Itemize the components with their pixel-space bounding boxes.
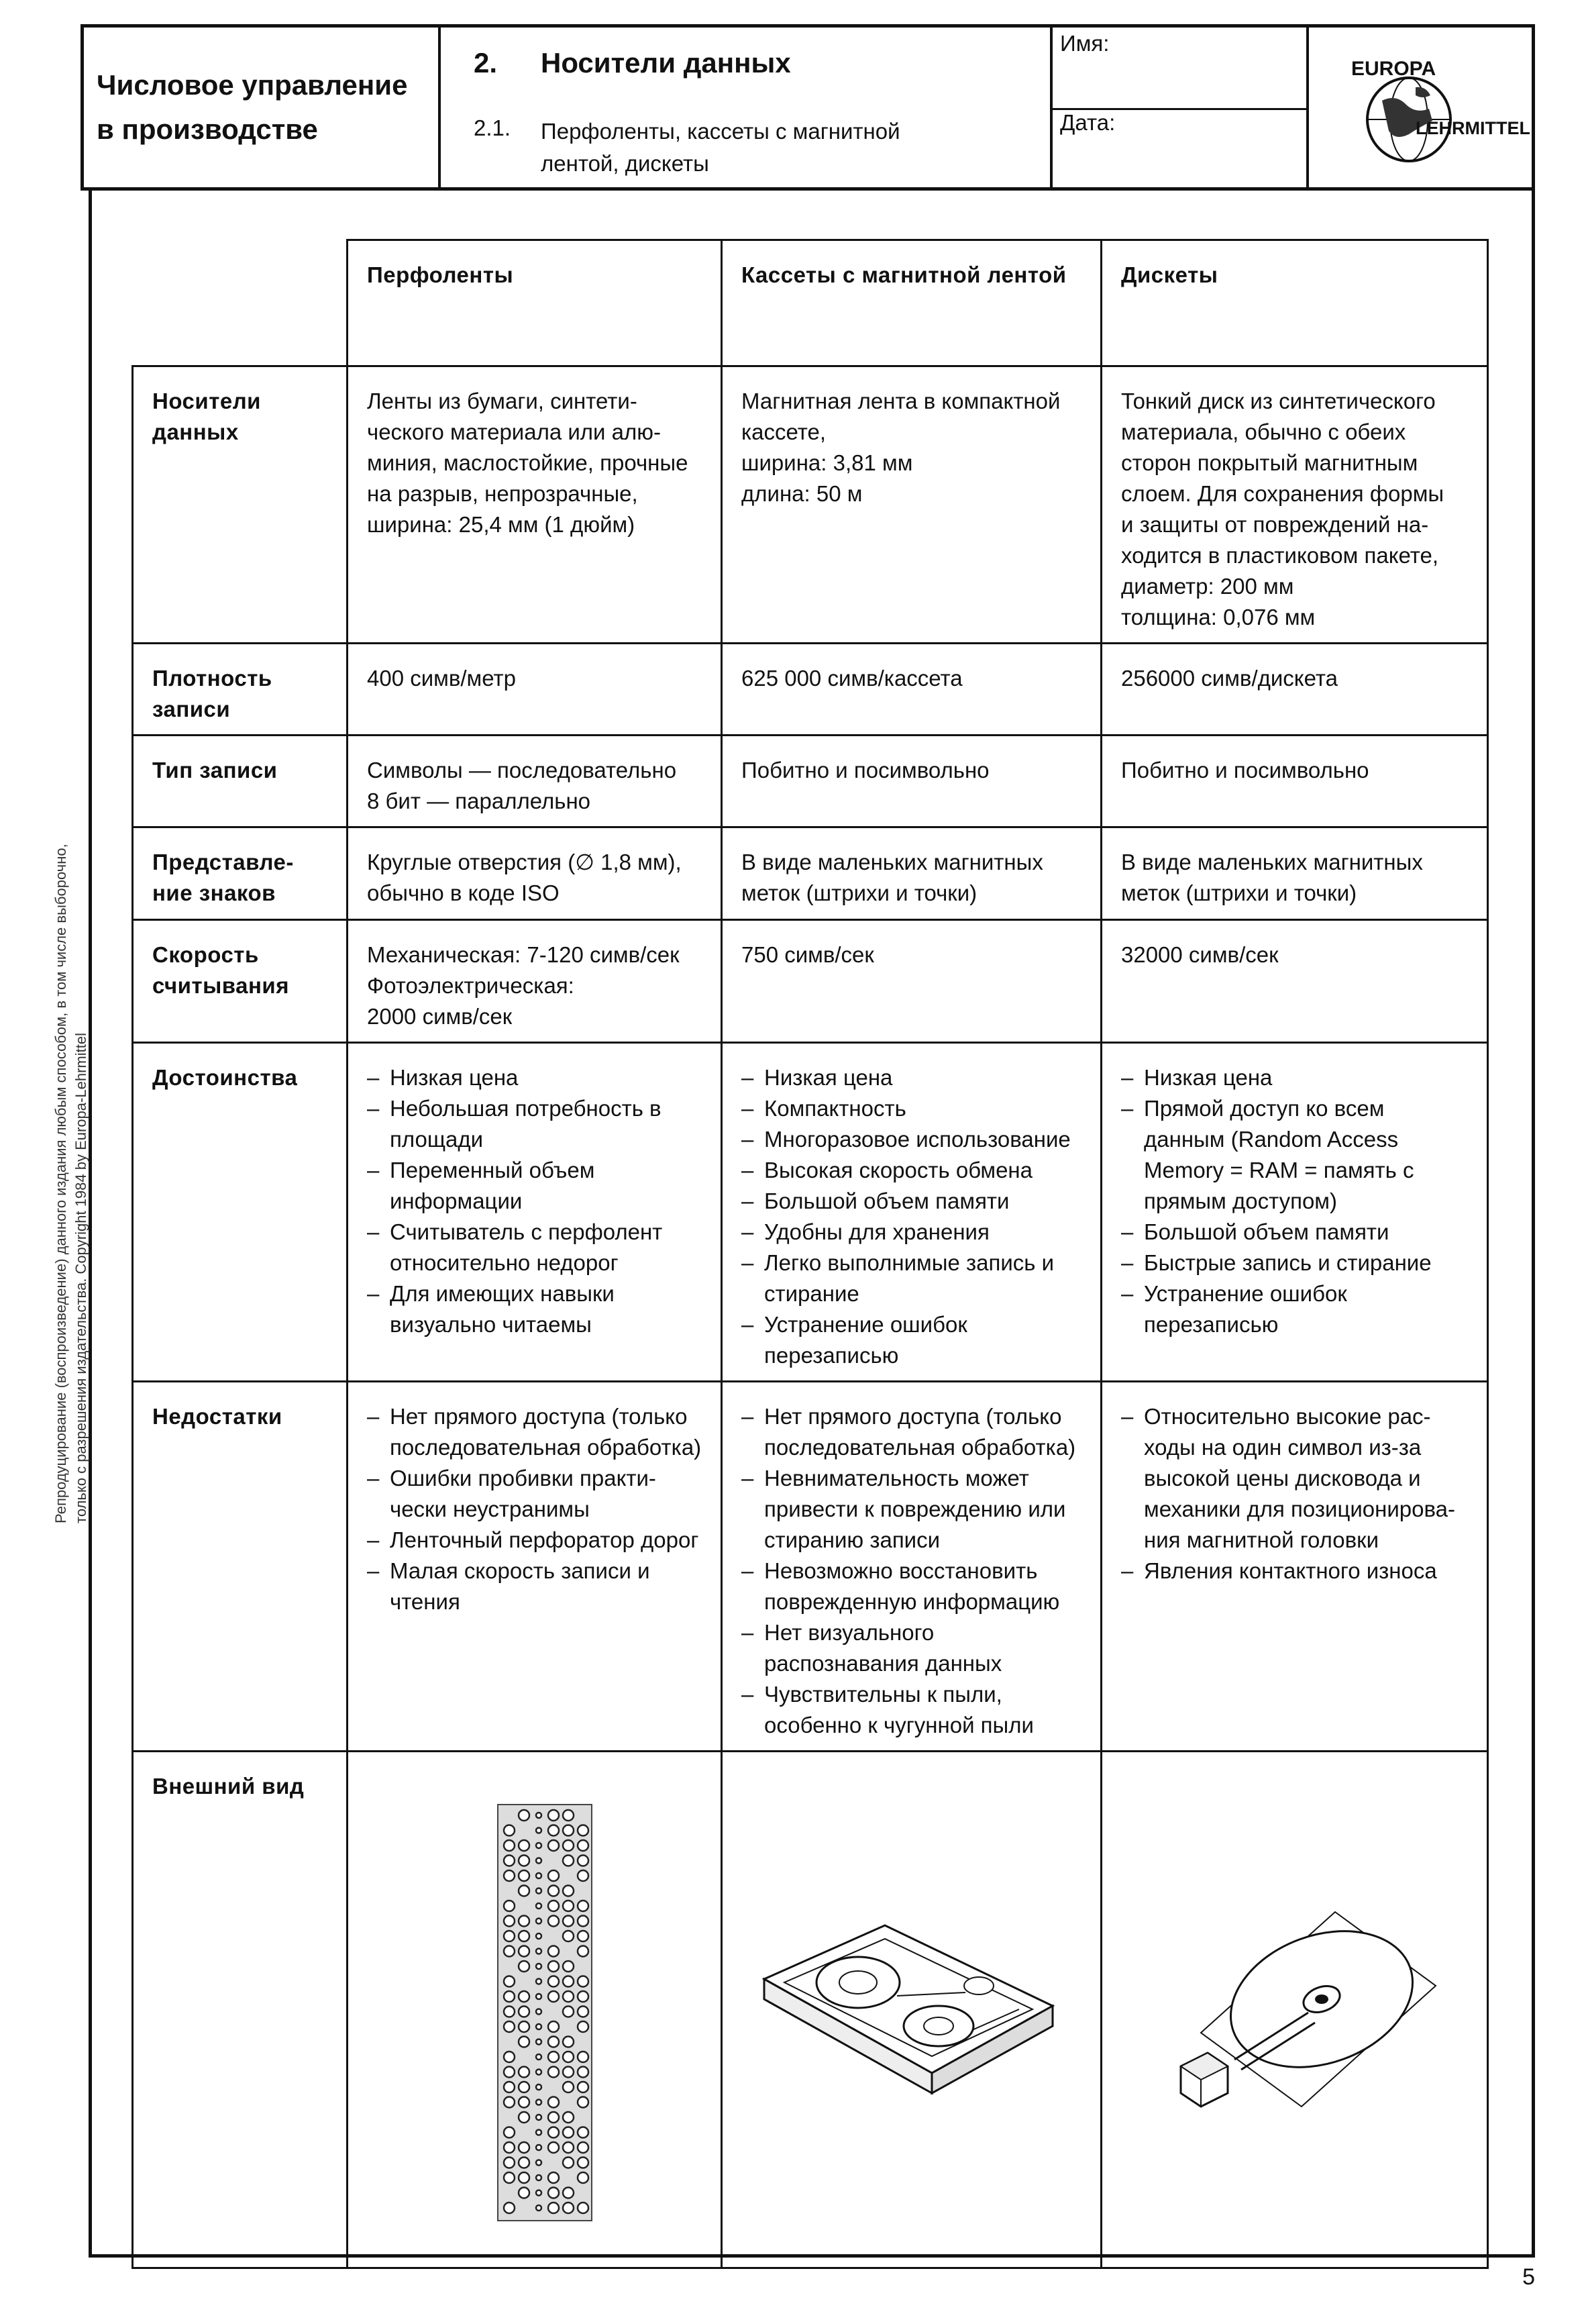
cell-line: Магнитная лента в компактной xyxy=(741,389,1061,413)
tape-hole xyxy=(536,1918,541,1923)
list-item: – Небольшая потребность в площади xyxy=(367,1093,704,1155)
cell-advantages-cassette xyxy=(722,1043,1102,1382)
tape-hole xyxy=(548,1961,559,1972)
list-item: – Относительно высокие рас-ходы на один символ из-за высокой цены дисковода и механики для позиционирова-ния магнитной головки xyxy=(1121,1401,1471,1556)
cell-line: Тонкий диск из синтетического xyxy=(1121,389,1436,413)
table-row xyxy=(133,1382,1488,1752)
tape-hole xyxy=(536,2099,541,2105)
row-label-media: Носители данных xyxy=(133,366,348,644)
cell-line: кассете, xyxy=(741,419,827,444)
tape-hole xyxy=(548,2066,559,2077)
tape-hole xyxy=(563,2127,574,2137)
tape-hole xyxy=(504,1991,515,2002)
cell-representation-floppy xyxy=(1102,827,1488,920)
disadvantages-list xyxy=(1121,1401,1471,1586)
row-label-appearance: Внешний вид xyxy=(133,1752,348,2268)
logo-top-text: EUROPA xyxy=(1351,58,1436,80)
tape-hole xyxy=(563,1840,574,1851)
tape-hole xyxy=(563,2082,574,2092)
cell-line: сторон покрытый магнитным xyxy=(1121,450,1418,475)
cell-line: материала, обычно с обеих xyxy=(1121,419,1406,444)
tape-hole xyxy=(504,1855,515,1866)
cell-line: меток (штрихи и точки) xyxy=(741,880,977,905)
tape-hole xyxy=(536,2054,541,2060)
tape-hole xyxy=(504,2172,515,2183)
tape-hole xyxy=(578,1855,588,1866)
cell-representation-tape xyxy=(348,827,722,920)
tape-hole xyxy=(536,1978,541,1984)
cell-line: слоем. Для сохранения формы xyxy=(1121,481,1444,506)
title-line-1: Числовое управление xyxy=(97,69,408,101)
tape-hole xyxy=(563,2203,574,2213)
list-item: – Нет визуального распознавания данных xyxy=(741,1617,1084,1679)
cell-record-type-floppy: Побитно и посимвольно xyxy=(1102,736,1488,827)
tape-hole xyxy=(536,2115,541,2120)
list-item: – Низкая цена xyxy=(1121,1062,1471,1093)
tape-hole xyxy=(548,1946,559,1956)
tape-hole xyxy=(519,1946,529,1956)
cell-line: и защиты от повреждений на- xyxy=(1121,512,1429,537)
cell-density-tape: 400 симв/метр xyxy=(348,644,722,736)
tape-hole xyxy=(536,2190,541,2195)
cell-line: Круглые отверстия (∅ 1,8 мм), xyxy=(367,850,682,874)
tape-hole xyxy=(536,2175,541,2180)
cell-media-floppy xyxy=(1102,366,1488,644)
table-row xyxy=(133,1752,1488,2268)
tape-hole xyxy=(548,2142,559,2153)
tape-hole xyxy=(548,2187,559,2198)
tape-hole xyxy=(504,2127,515,2137)
tape-hole xyxy=(548,2112,559,2123)
cell-line: В виде маленьких магнитных xyxy=(741,850,1043,874)
tape-hole xyxy=(504,1915,515,1926)
tape-hole xyxy=(578,2052,588,2062)
tape-hole xyxy=(519,2082,529,2092)
tape-hole xyxy=(548,1870,559,1881)
tape-hole xyxy=(519,2157,529,2168)
disadvantages-list xyxy=(367,1401,704,1617)
tape-hole xyxy=(548,2127,559,2137)
europa-lehrmittel-logo xyxy=(1315,34,1530,181)
tape-hole xyxy=(563,2157,574,2168)
cell-disadvantages-tape xyxy=(348,1382,722,1752)
cell-line: на разрыв, непрозрачные, xyxy=(367,481,638,506)
list-item: – Легко выполнимые запись и стирание xyxy=(741,1248,1084,1309)
tape-hole xyxy=(548,1885,559,1896)
disadvantages-list xyxy=(741,1401,1084,1741)
copyright-line-1: Репродуцирование (воспроизведение) данного издания любым способом, в том числе выборочно, xyxy=(52,844,69,1523)
tape-hole xyxy=(548,2021,559,2032)
tape-hole xyxy=(504,2066,515,2077)
tape-hole xyxy=(536,1858,541,1863)
tape-hole xyxy=(578,2203,588,2213)
tape-hole xyxy=(578,1825,588,1835)
cell-density-cassette: 625 000 симв/кассета xyxy=(722,644,1102,736)
tape-hole xyxy=(536,1964,541,1969)
list-item: – Быстрые запись и стирание xyxy=(1121,1248,1471,1278)
tape-hole xyxy=(563,1931,574,1941)
tape-hole xyxy=(548,1976,559,1986)
cell-read-speed-tape xyxy=(348,920,722,1043)
list-item: – Низкая цена xyxy=(741,1062,1084,1093)
cell-line: Ленты из бумаги, синтети- xyxy=(367,389,637,413)
tape-hole xyxy=(563,1825,574,1835)
tape-hole xyxy=(578,1915,588,1926)
header-divider xyxy=(1050,28,1053,187)
tape-hole xyxy=(504,1946,515,1956)
row-label-disadvantages: Недостатки xyxy=(133,1382,348,1752)
tape-hole xyxy=(536,1888,541,1893)
tape-hole xyxy=(536,2205,541,2211)
cell-line: 8 бит — параллельно xyxy=(367,789,591,813)
cell-advantages-floppy xyxy=(1102,1043,1488,1382)
tape-hole xyxy=(548,1991,559,2002)
tape-hole xyxy=(536,1948,541,1954)
tape-hole xyxy=(536,2129,541,2135)
cell-media-cassette xyxy=(722,366,1102,644)
tape-hole xyxy=(548,2052,559,2062)
cell-appearance-floppy xyxy=(1102,1752,1488,2268)
cell-appearance-cassette xyxy=(722,1752,1102,2268)
tape-hole xyxy=(536,2009,541,2014)
list-item: – Переменный объем информации xyxy=(367,1155,704,1217)
list-item: – Большой объем памяти xyxy=(1121,1217,1471,1248)
cell-density-floppy: 256000 симв/дискета xyxy=(1102,644,1488,736)
cell-line: Фотоэлектрическая: xyxy=(367,973,574,998)
cell-representation-cassette xyxy=(722,827,1102,920)
tape-hole xyxy=(504,2006,515,2017)
tape-hole xyxy=(536,1873,541,1878)
tape-hole xyxy=(536,1933,541,1939)
subsection-number: 2.1. xyxy=(474,115,511,140)
table-header-row xyxy=(133,240,1488,366)
row-label-density: Плотность записи xyxy=(133,644,348,736)
tape-hole xyxy=(578,2157,588,2168)
cell-line: Символы — последовательно xyxy=(367,758,677,782)
title-line-2: в производстве xyxy=(97,113,318,145)
globe-logo-icon xyxy=(1315,34,1530,181)
tape-hole xyxy=(578,2127,588,2137)
cell-line: миния, маслостойкие, прочные xyxy=(367,450,688,475)
tape-hole xyxy=(578,1870,588,1881)
tape-hole xyxy=(548,2036,559,2047)
list-item: – Нет прямого доступа (только последовательная обработка) xyxy=(741,1401,1084,1463)
tape-hole xyxy=(578,1976,588,1986)
cell-line: ческого материала или алю- xyxy=(367,419,662,444)
tape-hole xyxy=(578,2172,588,2183)
corner-cell xyxy=(133,240,348,366)
list-item: – Устранение ошибок перезаписью xyxy=(1121,1278,1471,1340)
cell-line: толщина: 0,076 мм xyxy=(1121,605,1316,629)
tape-hole xyxy=(563,2066,574,2077)
tape-hole xyxy=(504,1840,515,1851)
list-item: – Для имеющих навыки визуально читаемы xyxy=(367,1278,704,1340)
header-divider xyxy=(1306,28,1309,187)
list-item: – Ленточный перфоратор дорог xyxy=(367,1525,704,1556)
tape-hole xyxy=(548,1840,559,1851)
list-item: – Малая скорость записи и чтения xyxy=(367,1556,704,1617)
tape-hole xyxy=(536,2084,541,2090)
column-header-punched-tape: Перфоленты xyxy=(348,240,722,366)
tape-hole xyxy=(536,1994,541,1999)
logo-bottom-text: LEHRMITTEL xyxy=(1416,118,1530,138)
cell-read-speed-floppy: 32000 симв/сек xyxy=(1102,920,1488,1043)
copyright-side-text xyxy=(51,705,91,1523)
list-item: – Большой объем памяти xyxy=(741,1186,1084,1217)
tape-hole xyxy=(578,1840,588,1851)
tape-hole xyxy=(504,1870,515,1881)
tape-hole xyxy=(519,1931,529,1941)
tape-hole xyxy=(536,1903,541,1909)
advantages-list xyxy=(367,1062,704,1340)
page-number: 5 xyxy=(1522,2264,1535,2290)
tape-hole xyxy=(519,1991,529,2002)
tape-hole xyxy=(578,2006,588,2017)
tape-hole xyxy=(578,2082,588,2092)
tape-hole xyxy=(536,2069,541,2074)
advantages-list xyxy=(1121,1062,1471,1340)
tape-hole xyxy=(519,1810,529,1821)
tape-hole xyxy=(563,1901,574,1911)
cell-line: Механическая: 7-120 симв/сек xyxy=(367,942,680,967)
tape-hole xyxy=(519,1961,529,1972)
tape-hole xyxy=(563,2142,574,2153)
tape-hole xyxy=(519,1855,529,1866)
tape-hole xyxy=(578,2096,588,2107)
tape-hole xyxy=(519,1870,529,1881)
tape-hole xyxy=(519,2006,529,2017)
comparison-table xyxy=(131,239,1489,2269)
tape-hole xyxy=(536,1843,541,1848)
tape-hole xyxy=(519,2142,529,2153)
list-item: – Низкая цена xyxy=(367,1062,704,1093)
tape-hole xyxy=(548,1915,559,1926)
cell-line: меток (штрихи и точки) xyxy=(1121,880,1357,905)
tape-hole xyxy=(504,2052,515,2062)
list-item: – Высокая скорость обмена xyxy=(741,1155,1084,1186)
tape-hole xyxy=(504,1825,515,1835)
tape-hole xyxy=(536,2160,541,2165)
tape-hole xyxy=(563,2036,574,2047)
tape-hole xyxy=(519,1885,529,1896)
cell-line: ширина: 25,4 мм (1 дюйм) xyxy=(367,512,635,537)
tape-hole xyxy=(536,2024,541,2029)
list-item: – Невнимательность может привести к повреждению или стиранию записи xyxy=(741,1463,1084,1556)
tape-hole xyxy=(548,2172,559,2183)
name-label: Имя: xyxy=(1060,31,1110,56)
list-item: – Удобны для хранения xyxy=(741,1217,1084,1248)
list-item: – Устранение ошибок перезаписью xyxy=(741,1309,1084,1371)
tape-hole xyxy=(504,1931,515,1941)
tape-hole xyxy=(519,2066,529,2077)
row-label-advantages: Достоинства xyxy=(133,1043,348,1382)
advantages-list xyxy=(741,1062,1084,1371)
cell-line: длина: 50 м xyxy=(741,481,863,506)
tape-hole xyxy=(548,2203,559,2213)
list-item: – Нет прямого доступа (только последовательная обработка) xyxy=(367,1401,704,1463)
tape-hole xyxy=(504,1901,515,1911)
list-item: – Прямой доступ ко всем данным (Random Access Memory = RAM = память с прямым доступом) xyxy=(1121,1093,1471,1217)
tape-hole xyxy=(578,2066,588,2077)
cell-media-tape xyxy=(348,366,722,644)
list-item: – Компактность xyxy=(741,1093,1084,1124)
tape-hole xyxy=(548,1810,559,1821)
tape-hole xyxy=(578,2142,588,2153)
tape-hole xyxy=(519,2112,529,2123)
subsection-title: Перфоленты, кассеты с магнитной лентой, дискеты xyxy=(541,119,900,176)
cell-disadvantages-cassette xyxy=(722,1382,1102,1752)
tape-hole xyxy=(578,1991,588,2002)
tape-hole xyxy=(536,2145,541,2150)
cell-disadvantages-floppy xyxy=(1102,1382,1488,1752)
cell-read-speed-cassette: 750 симв/сек xyxy=(722,920,1102,1043)
copyright-line-2: только с разрешения издательства. Copyright 1984 by Europa-Lehrmittel xyxy=(72,1033,89,1523)
cell-line: обычно в коде ISO xyxy=(367,880,560,905)
tape-hole xyxy=(563,2006,574,2017)
tape-hole xyxy=(536,1813,541,1818)
tape-hole xyxy=(563,1855,574,1866)
punched-tape-illustration-icon xyxy=(434,1784,635,2227)
list-item: – Невозможно восстановить поврежденную информацию xyxy=(741,1556,1084,1617)
tape-hole xyxy=(504,2021,515,2032)
document-title xyxy=(97,63,499,152)
list-item: – Многоразовое использование xyxy=(741,1124,1084,1155)
tape-hole xyxy=(519,1840,529,1851)
tape-hole xyxy=(519,1915,529,1926)
tape-hole xyxy=(578,1901,588,1911)
column-header-tape-cassettes: Кассеты с магнитной лентой xyxy=(722,240,1102,366)
tape-hole xyxy=(563,2187,574,2198)
list-item: – Считыватель с перфолент относительно недорог xyxy=(367,1217,704,1278)
tape-hole xyxy=(504,2157,515,2168)
table-row xyxy=(133,1043,1488,1382)
tape-hole xyxy=(519,2096,529,2107)
tape-hole xyxy=(504,2082,515,2092)
tape-hole xyxy=(504,2096,515,2107)
tape-hole xyxy=(563,1885,574,1896)
tape-hole xyxy=(548,1825,559,1835)
cell-appearance-tape xyxy=(348,1752,722,2268)
section-title: Носители данных xyxy=(541,47,791,79)
tape-hole xyxy=(578,1946,588,1956)
tape-hole xyxy=(563,1915,574,1926)
cell-line: 2000 симв/сек xyxy=(367,1004,513,1029)
tape-hole xyxy=(504,2203,515,2213)
cell-line: диаметр: 200 мм xyxy=(1121,574,1294,599)
row-label-read-speed: Скорость считывания xyxy=(133,920,348,1043)
list-item: – Ошибки пробивки практи-чески неустранимы xyxy=(367,1463,704,1525)
tape-hole xyxy=(519,2021,529,2032)
row-label-representation: Представле-ние знаков xyxy=(133,827,348,920)
tape-hole xyxy=(548,2096,559,2107)
tape-hole xyxy=(519,2187,529,2198)
tape-hole xyxy=(536,2039,541,2044)
section-number: 2. xyxy=(474,47,498,79)
tape-hole xyxy=(519,2172,529,2183)
list-item: – Чувствительны к пыли, особенно к чугунной пыли xyxy=(741,1679,1084,1741)
tape-hole xyxy=(563,2052,574,2062)
cell-record-type-cassette: Побитно и посимвольно xyxy=(722,736,1102,827)
floppy-disk-illustration-icon xyxy=(1120,1872,1469,2140)
date-label: Дата: xyxy=(1060,110,1116,135)
row-label-record-type: Тип записи xyxy=(133,736,348,827)
table-row xyxy=(133,366,1488,644)
list-item: – Явления контактного износа xyxy=(1121,1556,1471,1586)
tape-hole xyxy=(536,1827,541,1833)
tape-hole xyxy=(563,1810,574,1821)
tape-cassette-illustration-icon xyxy=(737,1872,1086,2140)
table-row xyxy=(133,920,1488,1043)
cell-line: ходится в пластиковом пакете, xyxy=(1121,543,1439,568)
cell-advantages-tape xyxy=(348,1043,722,1382)
tape-hole xyxy=(504,2142,515,2153)
tape-hole xyxy=(563,2112,574,2123)
tape-hole xyxy=(548,1901,559,1911)
tape-hole xyxy=(504,1976,515,1986)
tape-hole xyxy=(578,2021,588,2032)
tape-hole xyxy=(563,1976,574,1986)
column-header-floppy-disks: Дискеты xyxy=(1102,240,1488,366)
cell-record-type-tape xyxy=(348,736,722,827)
tape-hole xyxy=(563,1991,574,2002)
table-row xyxy=(133,644,1488,736)
tape-hole xyxy=(578,1931,588,1941)
cell-line: В виде маленьких магнитных xyxy=(1121,850,1423,874)
tape-hole xyxy=(519,2036,529,2047)
table-row xyxy=(133,827,1488,920)
cell-line: ширина: 3,81 мм xyxy=(741,450,913,475)
table-row xyxy=(133,736,1488,827)
tape-hole xyxy=(563,1961,574,1972)
